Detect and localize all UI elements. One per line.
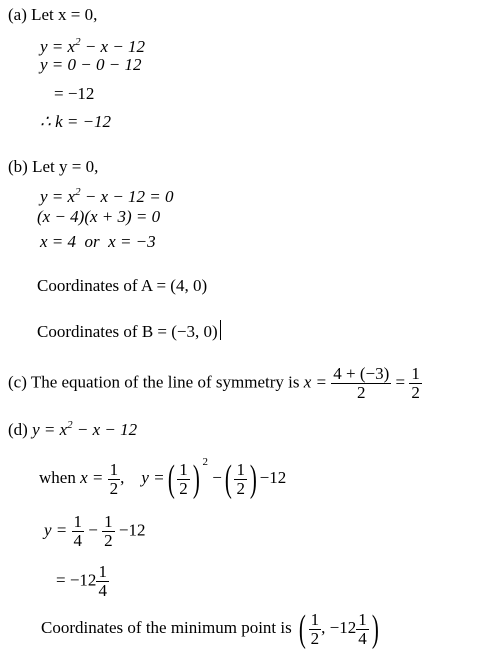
part-b-line-1: $y = x^2 - x - 12 = 0$ bbox=[40, 186, 174, 206]
part-b-factorised: (x − 4)(x + 3) = 0 bbox=[37, 207, 161, 226]
coordinates-a: Coordinates of A = (4, 0) bbox=[37, 276, 208, 295]
part-d-header: (d) $y = x^2 - x - 12$ bbox=[8, 419, 138, 439]
part-a-line-3: = −12 bbox=[54, 84, 95, 103]
coordinates-b-row bbox=[37, 320, 221, 342]
text-cursor bbox=[220, 320, 221, 340]
minimum-point-row: Coordinates of the minimum point is ( $\frac{1}{2}$ , −12 $\frac{1}{4}$ ) bbox=[41, 608, 379, 650]
coordinates-b: Coordinates of B = (−3, 0) bbox=[37, 322, 218, 341]
part-a-label: (a) bbox=[8, 5, 27, 24]
part-b-label: (b) bbox=[8, 157, 28, 176]
part-d-simplify: y = $\frac{1}{4}$ − $\frac{1}{2}$ −12 bbox=[44, 512, 146, 550]
part-b-let: Let y = 0, bbox=[32, 157, 99, 176]
part-c-text: The equation of the line of symmetry is bbox=[30, 372, 300, 392]
part-a-header bbox=[8, 5, 97, 25]
part-d-substitution: when x = $\frac{1}{2}$ , y =( $\frac{1}{2}$ ) $^2$ −( $\frac{1}{2}$ ) −12 bbox=[39, 456, 287, 501]
part-d-result: = −12 $\frac{1}{4}$ bbox=[56, 562, 107, 600]
part-c-row: (c) The equation of the line of symmetry is x = $\frac{4 + (-3)}{2}$ = $\frac{1}{2}$ bbox=[8, 364, 420, 402]
symmetry-fraction: $\frac{4 + (-3)}{2}$ bbox=[333, 364, 390, 402]
part-a-line-1: $y = x^2 - x - 12$ bbox=[40, 36, 146, 56]
part-c-label: (c) bbox=[8, 372, 27, 392]
part-d-label: (d) bbox=[8, 420, 28, 439]
minimum-point-text: Coordinates of the minimum point is bbox=[41, 617, 292, 637]
part-a-conclusion: ∴ k = −12 bbox=[40, 112, 112, 131]
part-b-header bbox=[8, 157, 98, 177]
part-b-roots: x = 4 or x = −3 bbox=[40, 232, 156, 251]
symmetry-result: $\frac{1}{2}$ bbox=[411, 364, 420, 402]
part-a-let: Let x = 0, bbox=[31, 5, 98, 24]
part-a-line-2: y = 0 − 0 − 12 bbox=[40, 55, 142, 74]
